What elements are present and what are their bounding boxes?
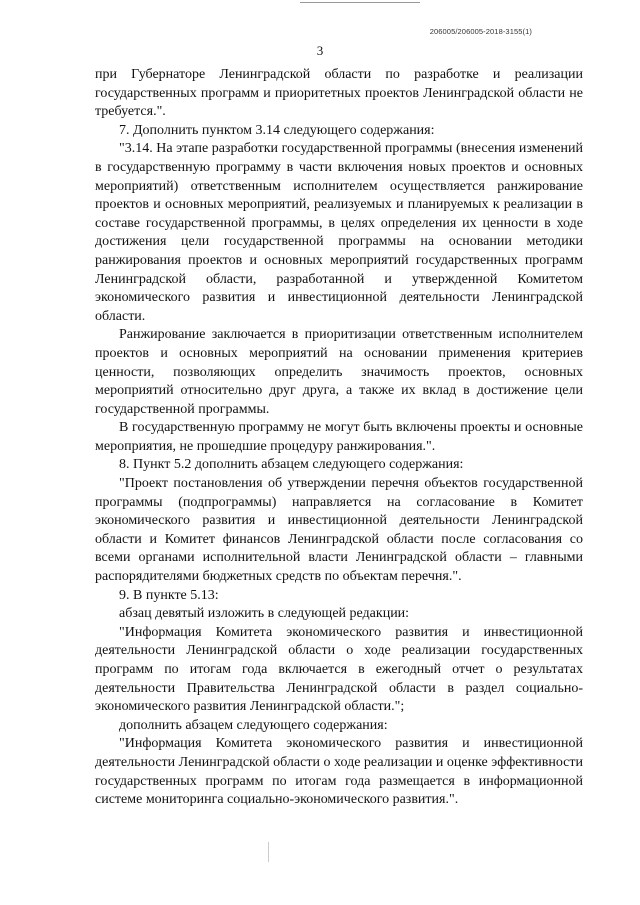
paragraph: при Губернаторе Ленинградской области по разработке и реализации государственных программ и приоритетных проектов Ленинградской области не требуется.". xyxy=(95,67,583,120)
paragraph: В государственную программу не могут быть включены проекты и основные мероприятия, не прошедшие процедуру ранжирования.". xyxy=(95,420,583,454)
top-rule xyxy=(300,2,420,3)
paragraph: дополнить абзацем следующего содержания: xyxy=(119,717,388,733)
paragraph: абзац девятый изложить в следующей редакции: xyxy=(119,606,410,622)
document-id: 206005/206005-2018-3155(1) xyxy=(429,27,532,36)
scan-mark xyxy=(268,842,269,862)
paragraph: 9. В пункте 5.13: xyxy=(119,587,219,603)
paragraph: "Информация Комитета экономического развития и инвестиционной деятельности Ленинградской области о ходе реализации государственных программ по итогам года включается в ежегодный отчет о результатах деятельности Правительства Ленинградской области в раздел социально-экономического развития Ленинградской области."; xyxy=(95,624,583,715)
document-body xyxy=(95,66,583,810)
paragraph: 7. Дополнить пунктом 3.14 следующего содержания: xyxy=(119,122,435,138)
paragraph: 8. Пункт 5.2 дополнить абзацем следующего содержания: xyxy=(119,457,464,473)
paragraph: "Проект постановления об утверждении перечня объектов государственной программы (подпрограммы) направляется на согласование в Комитет экономического развития и инвестиционной деятельности Ленинградской области и Комитет финансов Ленинградской области после согласования со всеми органами исполнительной власти Ленинградской области – главными распорядителями бюджетных средств по объектам перечня.". xyxy=(95,476,583,585)
paragraph: Ранжирование заключается в приоритизации ответственным исполнителем проектов и основных мероприятий на основании применения критериев ценности, позволяющих определить значимость проектов, основных мероприятий относительно друг друга, а также их вклад в достижение цели государственной программы. xyxy=(95,327,583,417)
paragraph: "3.14. На этапе разработки государственной программы (внесения изменений в государственную программу в части включения новых проектов и основных мероприятий) ответственным исполнителем осуществляется ранжирование проектов и основных мероприятий, реализуемых и планируемых к реализации в составе государственной программы, в целях определения их ценности в ходе достижения цели государственной программы на основании методики ранжирования проектов и основных мероприятий государственных программ Ленинградской области, разработанной и утвержденной Комитетом экономического развития и инвестиционной деятельности Ленинградской области. xyxy=(95,141,583,324)
page-number: 3 xyxy=(316,43,324,58)
paragraph: "Информация Комитета экономического развития и инвестиционной деятельности Ленинградской области о ходе реализации и оценке эффективности государственных программ по итогам года размещается в информационной системе мониторинга социально-экономического развития.". xyxy=(95,736,583,808)
